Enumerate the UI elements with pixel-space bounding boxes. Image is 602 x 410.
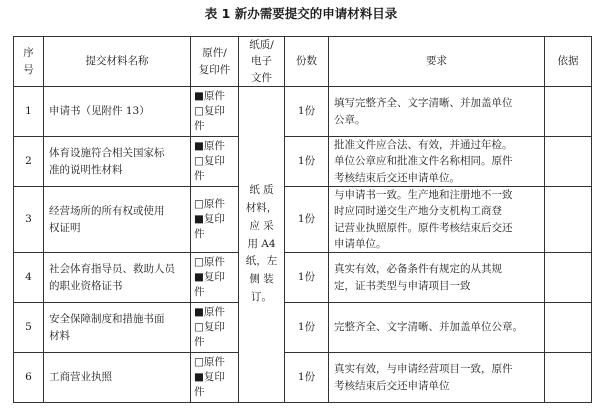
basis bbox=[545, 137, 592, 187]
header-copy: 原件/ 复印件 bbox=[191, 37, 239, 87]
copy-checkbox: □复印 件 bbox=[194, 104, 225, 133]
count: 1份 bbox=[285, 303, 329, 353]
basis bbox=[545, 353, 592, 403]
header-count: 份数 bbox=[285, 37, 329, 87]
requirement: 与申请书一致。生产地和注册地不一致 时应同时递交生产地分支机构工商登 记营业执照原件。原件考核结束后交还 申请单位。 bbox=[329, 187, 545, 253]
row-number: 2 bbox=[14, 137, 44, 187]
table-row bbox=[14, 137, 592, 187]
count: 1份 bbox=[285, 353, 329, 403]
header-seq: 序 号 bbox=[14, 37, 44, 87]
row-number: 3 bbox=[14, 187, 44, 253]
requirement: 批准文件应合法、有效，并通过年检。 单位公章应和批准文件名称相同。原件 考核结束后交还申请单位。 bbox=[329, 137, 545, 187]
header-req: 要求 bbox=[329, 37, 545, 87]
copy-checkbox: □复印 件 bbox=[194, 320, 225, 349]
basis bbox=[545, 87, 592, 137]
count: 1份 bbox=[285, 87, 329, 137]
header-media: 纸质/ 电子 文件 bbox=[239, 37, 285, 87]
original-checkbox: ■原件 bbox=[194, 305, 225, 318]
basis bbox=[545, 253, 592, 303]
count: 1份 bbox=[285, 253, 329, 303]
original-checkbox: ■原件 bbox=[194, 139, 225, 152]
copy-type bbox=[191, 353, 239, 403]
row-number: 6 bbox=[14, 353, 44, 403]
header-name: 提交材料名称 bbox=[44, 37, 191, 87]
copy-checkbox: ■复印 件 bbox=[194, 270, 225, 299]
material-name: 工商营业执照 bbox=[44, 353, 191, 403]
media-note: 纸 质 材料， 应 采 用 A4 纸，左 侧 装 订。 bbox=[239, 87, 285, 403]
original-checkbox: □原件 bbox=[194, 355, 225, 368]
copy-checkbox: □复印 件 bbox=[194, 154, 225, 183]
table-row bbox=[14, 253, 592, 303]
count: 1份 bbox=[285, 187, 329, 253]
requirement: 完整齐全、文字清晰、并加盖单位公章。 bbox=[329, 303, 545, 353]
count: 1份 bbox=[285, 137, 329, 187]
table-row bbox=[14, 353, 592, 403]
copy-type bbox=[191, 87, 239, 137]
copy-checkbox: ■复印 件 bbox=[194, 212, 225, 241]
copy-type bbox=[191, 303, 239, 353]
material-name: 社会体育指导员、救助人员 的职业资格证书 bbox=[44, 253, 191, 303]
material-name: 安全保障制度和措施书面 材料 bbox=[44, 303, 191, 353]
header-row bbox=[14, 37, 592, 87]
requirement: 真实有效，与申请经营项目一致，原件 考核结束后交还申请单位 bbox=[329, 353, 545, 403]
copy-type bbox=[191, 137, 239, 187]
table-title: 表 1 新办需要提交的申请材料目录 bbox=[204, 6, 398, 21]
table-row bbox=[14, 187, 592, 253]
basis bbox=[545, 187, 592, 253]
requirement: 真实有效，必备条件有规定的从其规 定，证书类型与申请项目一致 bbox=[329, 253, 545, 303]
material-name: 申请书（见附件 13） bbox=[44, 87, 191, 137]
original-checkbox: □原件 bbox=[194, 197, 225, 210]
requirement: 填写完整齐全、文字清晰、并加盖单位 公章。 bbox=[329, 87, 545, 137]
copy-type bbox=[191, 253, 239, 303]
table-row bbox=[14, 303, 592, 353]
basis bbox=[545, 303, 592, 353]
header-basis: 依据 bbox=[545, 37, 592, 87]
copy-type bbox=[191, 187, 239, 253]
row-number: 5 bbox=[14, 303, 44, 353]
original-checkbox: ■原件 bbox=[194, 89, 225, 102]
table-row bbox=[14, 87, 592, 137]
material-name: 经营场所的所有权或使用 权证明 bbox=[44, 187, 191, 253]
original-checkbox: □原件 bbox=[194, 255, 225, 268]
copy-checkbox: ■复印 件 bbox=[194, 370, 225, 399]
materials-table bbox=[13, 36, 592, 403]
row-number: 4 bbox=[14, 253, 44, 303]
material-name: 体育设施符合相关国家标 准的说明性材料 bbox=[44, 137, 191, 187]
row-number: 1 bbox=[14, 87, 44, 137]
